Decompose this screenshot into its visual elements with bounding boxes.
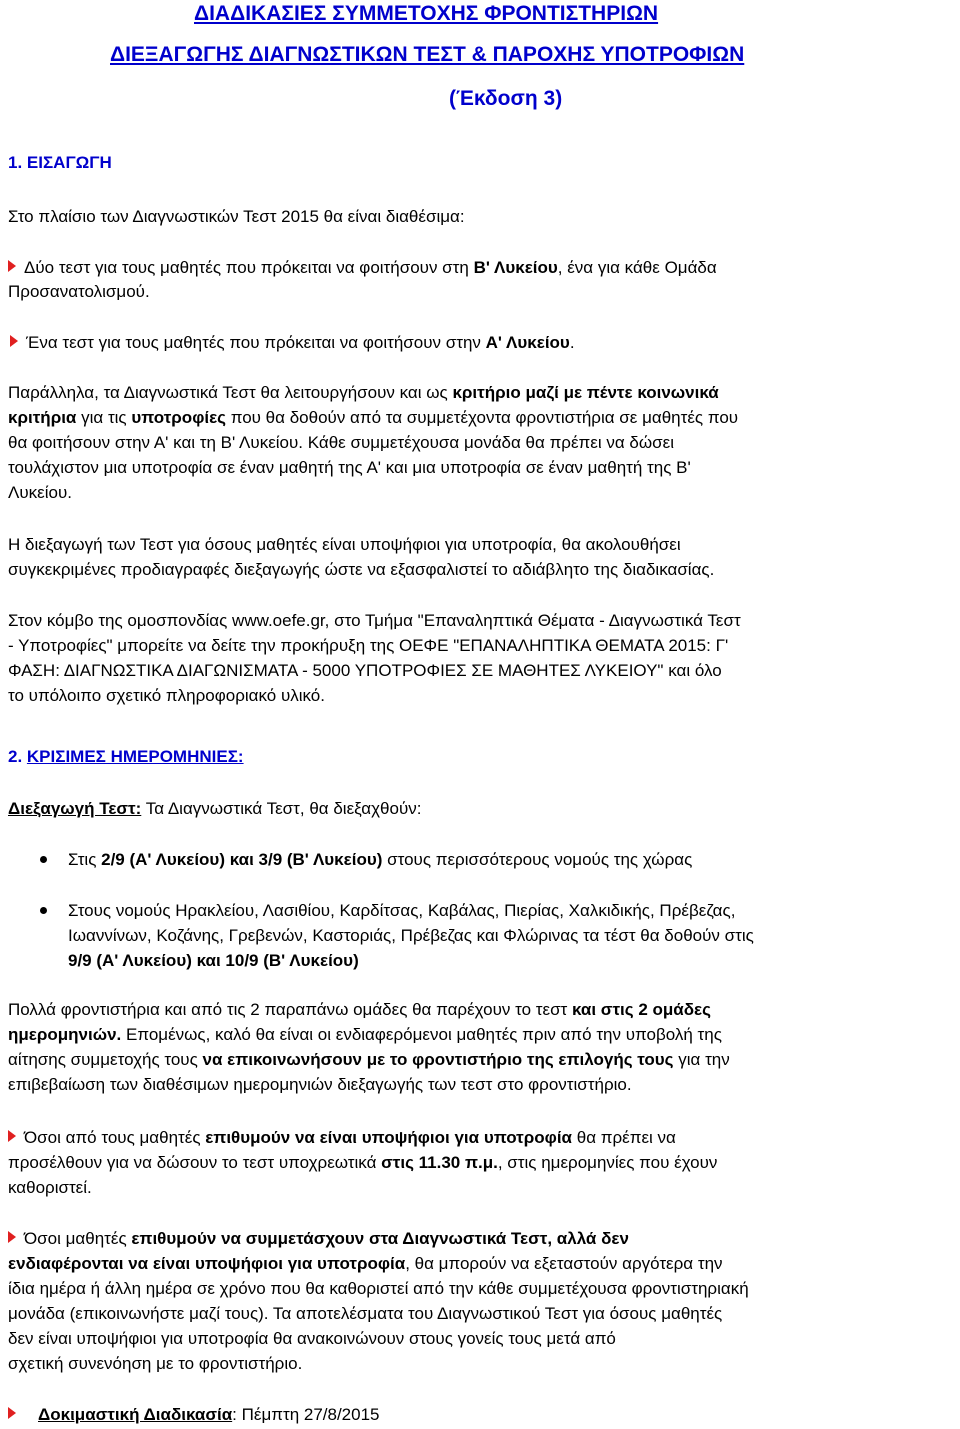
para-website-l1: Στον κόμβο της ομοσπονδίας www.oefe.gr, στο Τμήμα "Επαναληπτικά Θέματα - Διαγνωστικά Τεστ: [8, 611, 741, 630]
para-multiple-dates-l4: επιβεβαίωση των διαθέσιμων ημερομηνιών διεξαγωγής των τεστ στο φροντιστήριο.: [8, 1075, 632, 1094]
bullet-nonscholarship-l5: δεν είναι υποψήφιοι για υποτροφία θα ανακοινώνουν στους γονείς τους μετά από: [8, 1329, 616, 1348]
para-multiple-dates-l2: ημερομηνιών. Επομένως, καλό θα είναι οι ενδιαφερόμενοι μαθητές πριν από την υποβολή της: [8, 1025, 722, 1044]
list-item-other-dates-l2: Ιωαννίνων, Κοζάνης, Γρεβενών, Καστοριάς, Πρέβεζας και Φλώρινας τα τέστ θα δοθούν στις: [68, 926, 754, 945]
red-arrow-icon: [8, 260, 16, 272]
red-arrow-icon: [10, 335, 18, 347]
test-dates-intro: Διεξαγωγή Τεστ: Τα Διαγνωστικά Τεστ, θα διεξαχθούν:: [8, 799, 422, 818]
bullet-b-lykeiou: Δύο τεστ για τους μαθητές που πρόκειται να φοιτήσουν στη Β' Λυκείου, ένα για κάθε Ομάδα: [8, 258, 717, 278]
para-conduct-l1: Η διεξαγωγή των Τεστ για όσους μαθητές είναι υποψήφιοι για υποτροφία, θα ακολουθήσει: [8, 535, 681, 554]
para-criteria-l5: Λυκείου.: [8, 483, 72, 502]
bullet-nonscholarship-l4: μονάδα (επικοινωνήστε μαζί τους). Τα αποτελέσματα του Διαγνωστικού Τεστ για όσους μαθητές: [8, 1304, 723, 1323]
bullet-nonscholarship-l3: ίδια ημέρα ή άλλη ημέρα σε χρόνο που θα καθοριστεί από την κάθε συμμετέχουσα φροντιστηριακή: [8, 1279, 749, 1298]
red-arrow-icon: [8, 1407, 16, 1419]
bullet-b-lykeiou-cont: Προσανατολισμού.: [8, 282, 150, 301]
bullet-nonscholarship-l1: Όσοι μαθητές επιθυμούν να συμμετάσχουν στα Διαγνωστικά Τεστ, αλλά δεν: [8, 1229, 629, 1249]
para-criteria-l1: Παράλληλα, τα Διαγνωστικά Τεστ θα λειτουργήσουν και ως κριτήριο μαζί με πέντε κοινωνικά: [8, 383, 719, 402]
para-multiple-dates-l3: αίτησης συμμετοχής τους να επικοινωνήσουν με το φροντιστήριο της επιλογής τους για την: [8, 1050, 730, 1069]
para-conduct-l2: συγκεκριμένες προδιαγραφές διεξαγωγής ώστε να εξασφαλιστεί το αδιάβλητο της διαδικασίας.: [8, 560, 715, 579]
para-website-l2: - Υποτροφίες" μπορείτε να δείτε την προκήρυξη της ΟΕΦΕ "ΕΠΑΝΑΛΗΠΤΙΚΑ ΘΕΜΑΤΑ 2015: Γ': [8, 636, 729, 655]
bullet-nonscholarship-l2: ενδιαφέρονται να είναι υποψήφιοι για υποτροφία, θα μπορούν να εξεταστούν αργότερα την: [8, 1254, 723, 1273]
bullet-scholarship-l3: καθοριστεί.: [8, 1178, 92, 1197]
bullet-dot-icon: [40, 907, 47, 914]
doc-title-line1: ΔΙΑΔΙΚΑΣΙΕΣ ΣΥΜΜΕΤΟΧΗΣ ΦΡΟΝΤΙΣΤΗΡΙΩΝ: [194, 2, 659, 25]
para-multiple-dates-l1: Πολλά φροντιστήρια και από τις 2 παραπάνω ομάδες θα παρέχουν το τεστ και στις 2 ομάδες: [8, 1000, 711, 1019]
section1-heading: 1. ΕΙΣΑΓΩΓΗ: [8, 153, 112, 172]
list-item-other-dates-l1: Στους νομούς Ηρακλείου, Λασιθίου, Καρδίτσας, Καβάλας, Πιερίας, Χαλκιδικής, Πρέβεζας,: [68, 901, 736, 920]
section1-intro: Στο πλαίσιο των Διαγνωστικών Τεστ 2015 θα είναι διαθέσιμα:: [8, 207, 465, 226]
red-arrow-icon: [8, 1231, 16, 1243]
doc-title-line2: ΔΙΕΞΑΓΩΓΗΣ ΔΙΑΓΝΩΣΤΙΚΩΝ ΤΕΣΤ & ΠΑΡΟΧΗΣ ΥΠΟΤΡΟΦΙΩΝ: [110, 43, 745, 66]
bullet-scholarship-l2: προσέλθουν για να δώσουν το τεστ υποχρεωτικά στις 11.30 π.μ., στις ημερομηνίες που έχουν: [8, 1153, 718, 1172]
bullet-nonscholarship-l6: σχετική συνενόηση με το φροντιστήριο.: [8, 1354, 303, 1373]
para-criteria-l4: τουλάχιστον μια υποτροφία σε έναν μαθητή της Α' και μια υποτροφία σε έναν μαθητή της Β': [8, 458, 691, 477]
para-criteria-l3: θα φοιτήσουν στην Α' και τη Β' Λυκείου. Κάθε συμμετέχουσα μονάδα θα πρέπει να δώσει: [8, 433, 674, 452]
section2-heading: 2. ΚΡΙΣΙΜΕΣ ΗΜΕΡΟΜΗΝΙΕΣ:: [8, 747, 244, 766]
red-arrow-icon: [8, 1130, 16, 1142]
bullet-a-lykeiou: Ένα τεστ για τους μαθητές που πρόκειται να φοιτήσουν στην Α' Λυκείου.: [10, 333, 575, 353]
bullet-scholarship-l1: Όσοι από τους μαθητές επιθυμούν να είναι υποψήφιοι για υποτροφία θα πρέπει να: [8, 1128, 676, 1148]
list-item-other-dates-l3: 9/9 (Α' Λυκείου) και 10/9 (Β' Λυκείου): [68, 951, 359, 970]
para-website-l4: το υπόλοιπο σχετικό πληροφοριακό υλικό.: [8, 686, 325, 705]
para-website-l3: ΦΑΣΗ: ΔΙΑΓΝΩΣΤΙΚΑ ΔΙΑΓΩΝΙΣΜΑΤΑ - 5000 ΥΠΟΤΡΟΦΙΕΣ ΣΕ ΜΑΘΗΤΕΣ ΛΥΚΕΙΟΥ" και όλο: [8, 661, 722, 680]
bullet-trial-procedure: Δοκιμαστική Διαδικασία: Πέμπτη 27/8/2015: [8, 1405, 380, 1425]
doc-edition: (Έκδοση 3): [449, 87, 563, 110]
para-criteria-l2: κριτήρια για τις υποτροφίες που θα δοθούν από τα συμμετέχοντα φροντιστήρια σε μαθητές που: [8, 408, 739, 427]
bullet-dot-icon: [40, 856, 47, 863]
list-item-main-dates: Στις 2/9 (Α' Λυκείου) και 3/9 (Β' Λυκείου) στους περισσότερους νομούς της χώρας: [68, 850, 693, 869]
